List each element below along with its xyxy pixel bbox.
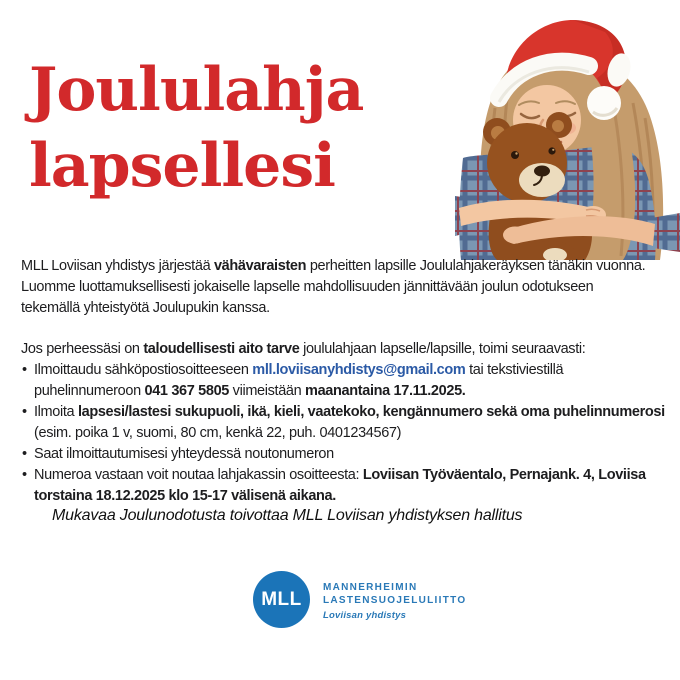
text-run: torstaina 18.12.2025 klo 15-17 välisenä aikana.	[34, 488, 336, 504]
text-run: Numeroa vastaan voit noutaa lahjakassin osoitteesta:	[34, 467, 363, 483]
flyer-title	[29, 52, 363, 204]
title-line-1: Joululahja	[29, 55, 364, 125]
text-run: puhelinnumeroon	[34, 383, 145, 399]
bullet-list	[21, 360, 680, 507]
child-photo-illustration	[455, 8, 680, 260]
bullet-item	[21, 402, 680, 444]
bullet-item	[21, 444, 680, 465]
text-run: viimeistään	[229, 383, 306, 399]
text-run: perheitten lapsille Joululahjakeräyksen tänäkin vuonna.	[306, 258, 646, 274]
flyer-body	[21, 256, 680, 507]
action-intro	[21, 339, 680, 360]
text-run: taloudellisesti aito tarve	[143, 341, 300, 357]
text-run: Ilmoita	[34, 404, 78, 420]
text-run: maanantaina 17.11.2025.	[305, 383, 466, 399]
text-run: MLL Loviisan yhdistys järjestää	[21, 258, 214, 274]
signoff-text: Mukavaa Joulunodotusta toivottaa MLL Loviisan yhdistyksen hallitus	[52, 507, 523, 524]
text-run: tekemällä yhteistyötä Joulupukin kanssa.	[21, 300, 270, 316]
text-run: Jos perheessäsi on	[21, 341, 144, 357]
org-subunit: Loviisan yhdistys	[323, 610, 407, 621]
org-name-line1: MANNERHEIMIN	[323, 582, 418, 593]
title-line-2: lapsellesi	[29, 131, 335, 201]
text-run: 041 367 5805	[144, 383, 229, 399]
mll-logo	[253, 571, 466, 628]
org-name-line2: LASTENSUOJELULIITTO	[323, 595, 467, 606]
text-run: tai tekstiviestillä	[465, 362, 564, 378]
text-run: Saat ilmoittautumisesi yhteydessä noutonumeron	[34, 446, 334, 462]
text-run: Luomme luottamuksellisesti jokaiselle lapselle mahdollisuuden jännittävään joulun odotukseen	[21, 279, 594, 295]
bear-nose	[534, 166, 550, 177]
mll-monogram: MLL	[261, 588, 302, 610]
mll-logo-circle	[253, 571, 310, 628]
text-run: vähävaraisten	[213, 258, 307, 274]
text-run: (esim. poika 1 v, suomi, 80 cm, kenkä 22, puh. 0401234567)	[34, 425, 402, 441]
text-run: Loviisan Työväentalo, Pernajank. 4, Loviisa	[362, 467, 646, 483]
bullet-item	[21, 360, 680, 402]
email-link[interactable]: mll.loviisanyhdistys@gmail.com	[252, 362, 466, 378]
text-run: lapsesi/lastesi sukupuoli, ikä, kieli, vaatekoko, kengännumero sekä oma puhelinnumerosi	[77, 404, 665, 420]
text-run: Ilmoittaudu sähköpostiosoitteeseen	[34, 362, 253, 378]
text-run: joululahjaan lapselle/lapsille, toimi seuraavasti:	[299, 341, 586, 357]
intro-paragraph	[21, 256, 680, 319]
bullet-item	[21, 465, 680, 507]
mll-logo-text	[323, 571, 466, 621]
